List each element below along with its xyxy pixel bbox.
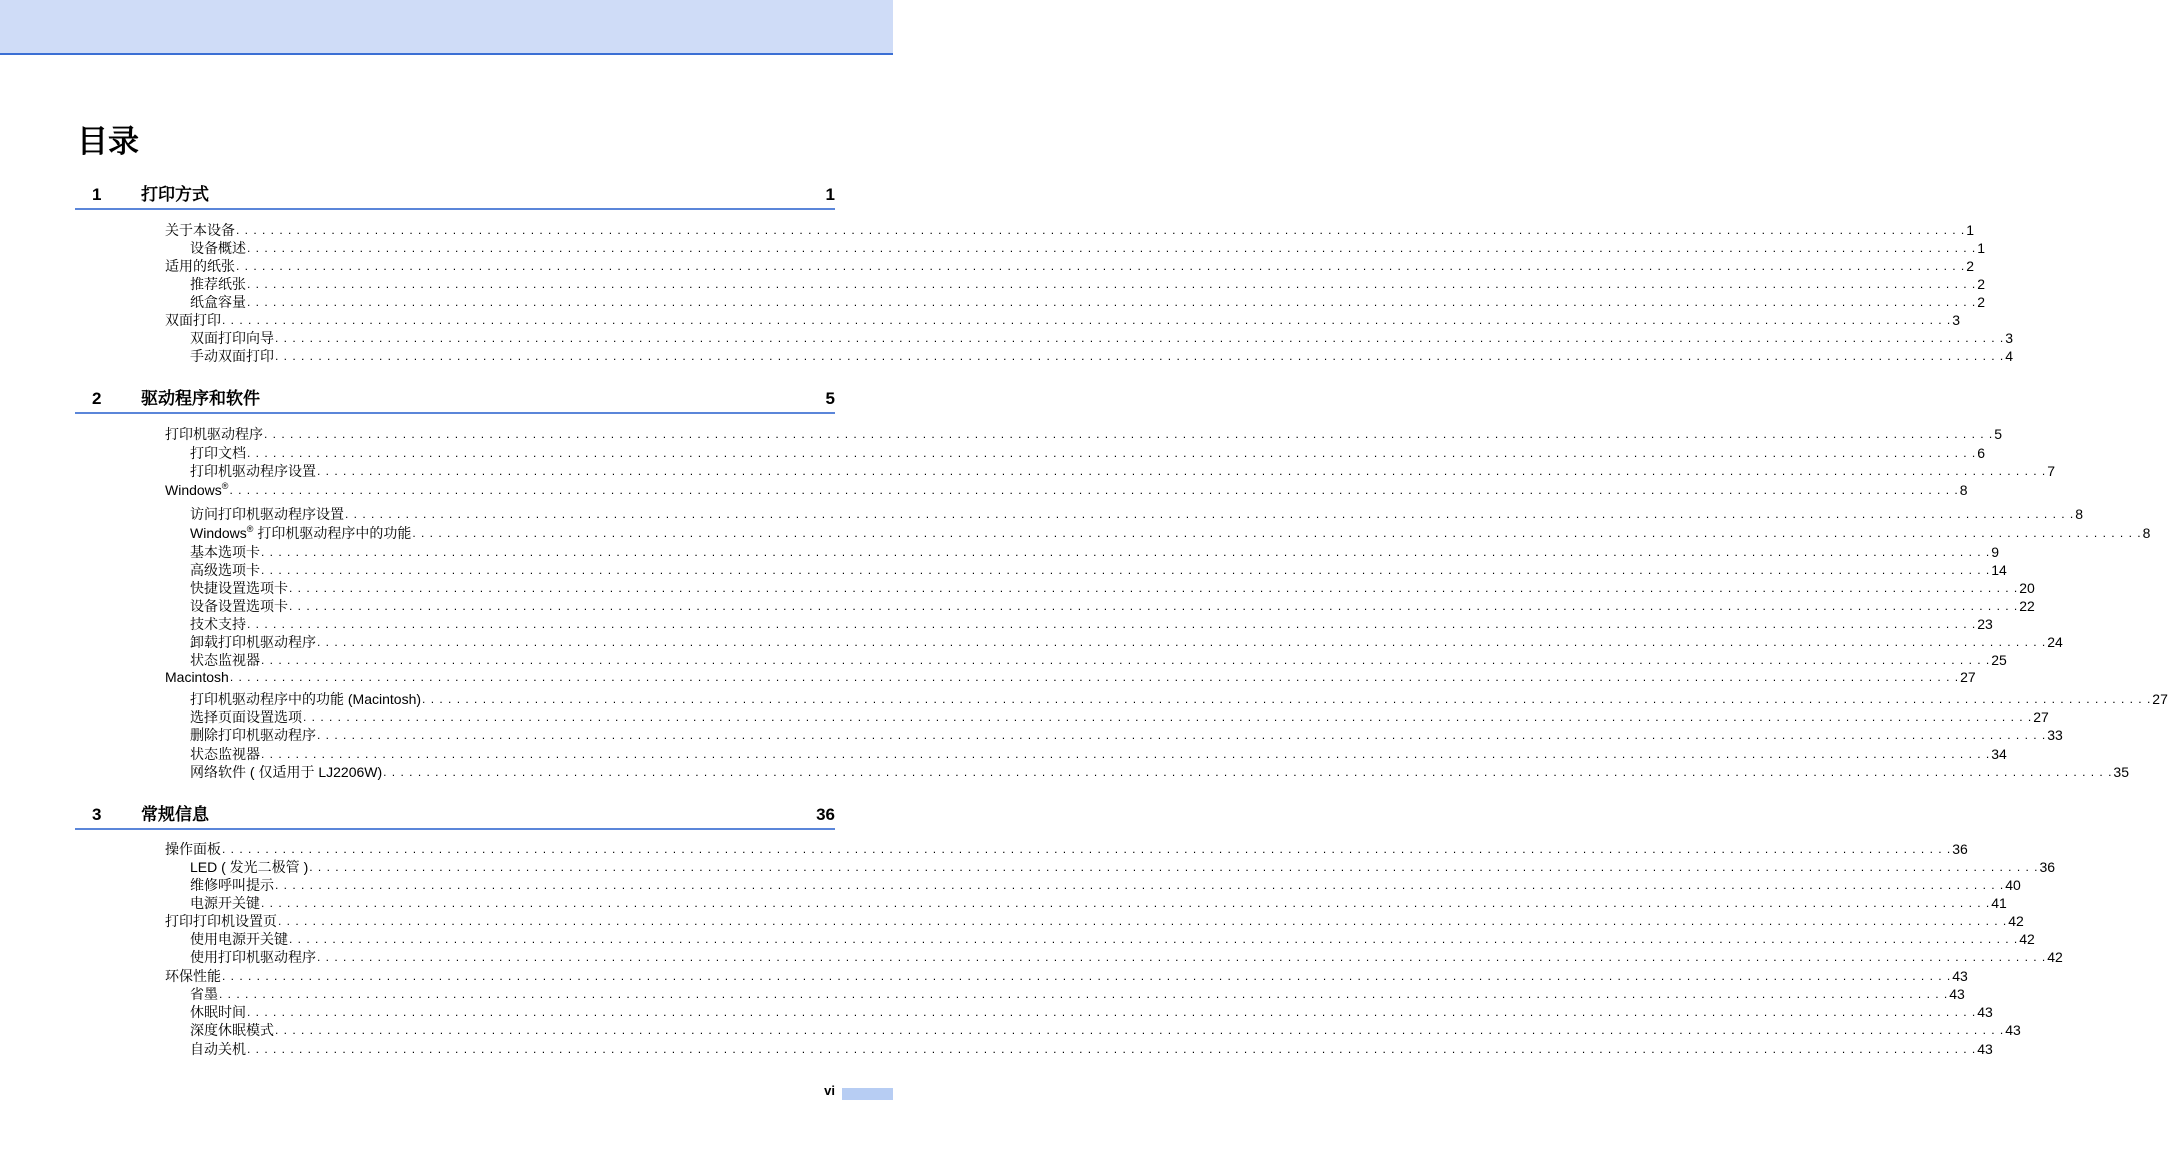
toc-subentry[interactable]: [190, 1040, 1993, 1058]
entry-label-text: 快捷设置选项卡: [190, 580, 288, 596]
dot-leader: . . . . . . . . . . . . . . . . . . . . . . . . . . . . . . . . . . . . . . . . . . . . . . . . . . . . . . . . . . . . . . . . . . . . . . . . . . . . . . . . . . . . . . . . . . . . . . . . . . . . . . . . . . . . . . . . . . . . . . . . . . . . . . . . . . . . . . . . . . . . . . . . . . . . . . . . . . . . . . . . . . . . . . . . . . . . . . . . . . . . . . . . . . . . . . . . . . . . . . . .: [275, 349, 2005, 363]
entry-page-number: 20: [2019, 580, 2035, 596]
toc-subentry[interactable]: [190, 543, 2000, 561]
dot-leader: . . . . . . . . . . . . . . . . . . . . . . . . . . . . . . . . . . . . . . . . . . . . . . . . . . . . . . . . . . . . . . . . . . . . . . . . . . . . . . . . . . . . . . . . . . . . . . . . . . . . . . . . . . . . . . . . . . . . . . . . . . . . . . . . . . . . . . . . . . . . . . . . . . . . . . . . . . . . . . . . . . . . . . . . . . . . . . . . . . . . . . . . . . . . . . . . . . . . . . . .: [275, 331, 2005, 345]
entry-label: [190, 615, 246, 633]
entry-label-text: 打印机驱动程序中的功能 (Macintosh): [190, 691, 422, 707]
entry-page-number: 41: [1991, 895, 2007, 911]
dot-leader: . . . . . . . . . . . . . . . . . . . . . . . . . . . . . . . . . . . . . . . . . . . . . . . . . . . . . . . . . . . . . . . . . . . . . . . . . . . . . . . . . . . . . . . . . . . . . . . . . . . . . . . . . . . . . . . . . . . . . . . . . . . . . . . . . . . . . . . . . . . . . . . . . . . . . . . . . . . . . . . . . . . . . . . . . . . . . . . . . . . . . . . . . . . . . . . . . . . . . . . .: [289, 581, 2019, 595]
entry-label-text: 关于本设备: [165, 222, 235, 238]
entry-page-number: 9: [1991, 544, 2000, 560]
entry-label: [190, 293, 246, 311]
entry-label: [190, 329, 274, 347]
entry-page-number: 3: [1952, 312, 1961, 328]
toc-subentry[interactable]: [190, 561, 2007, 579]
toc-subentry[interactable]: [190, 444, 1986, 462]
chapter-num: 2: [92, 389, 102, 408]
toc-entry[interactable]: [165, 668, 1976, 686]
chapter-title: 打印方式: [141, 185, 209, 204]
toc-subentry[interactable]: [190, 462, 2056, 480]
dot-leader: . . . . . . . . . . . . . . . . . . . . . . . . . . . . . . . . . . . . . . . . . . . . . . . . . . . . . . . . . . . . . . . . . . . . . . . . . . . . . . . . . . . . . . . . . . . . . . . . . . . . . . . . . . . . . . . . . . . . . . . . . . . . . . . . . . . . . . . . . . . . . . . . . . . . . . . . . . . . . . . . . . . . . . . . . . . . . . . . . . . . . . . . . . . . . . . . . . . . . . . .: [236, 223, 1966, 237]
entry-page-number: 27: [2033, 709, 2049, 725]
toc-subentry[interactable]: [190, 275, 1986, 293]
toc-entry[interactable]: [165, 840, 1968, 858]
entry-label: [190, 985, 218, 1003]
entry-label: [190, 543, 260, 561]
entry-page-number: 23: [1977, 616, 1993, 632]
entry-page-number: 6: [1977, 445, 1986, 461]
entry-label: [190, 597, 288, 615]
toc-subentry[interactable]: [190, 347, 2014, 365]
entry-label: [165, 481, 228, 499]
toc-subentry[interactable]: [190, 293, 1986, 311]
entry-label-text: 操作面板: [165, 841, 221, 857]
entry-page-number: 8: [2075, 506, 2084, 522]
toc-subentry[interactable]: [190, 930, 2035, 948]
entry-label: [190, 708, 302, 726]
chapter-num: 1: [92, 185, 102, 204]
entry-label: [165, 668, 229, 686]
entry-label-text: Windows: [165, 482, 222, 498]
entry-label: [190, 561, 260, 579]
entry-label: [190, 239, 246, 257]
dot-leader: . . . . . . . . . . . . . . . . . . . . . . . . . . . . . . . . . . . . . . . . . . . . . . . . . . . . . . . . . . . . . . . . . . . . . . . . . . . . . . . . . . . . . . . . . . . . . . . . . . . . . . . . . . . . . . . . . . . . . . . . . . . . . . . . . . . . . . . . . . . . . . . . . . . . . . . . . . . . . . . . . . . . . . . . . . . . . . . . . . . . . . . . . . . . . . . . . . . . . . . .: [247, 241, 1977, 255]
entry-page-number: 42: [2008, 913, 2024, 929]
entry-label-text: 省墨: [190, 986, 218, 1002]
entry-label-text: 使用打印机驱动程序: [190, 949, 316, 965]
entry-label: [165, 840, 221, 858]
entry-page-number: 5: [1994, 426, 2003, 442]
entry-label-text: 电源开关键: [190, 895, 260, 911]
entry-label: [190, 745, 260, 763]
toc-subentry[interactable]: [190, 524, 2151, 542]
entry-label-text: 打印机驱动程序设置: [190, 463, 316, 479]
entry-label: [190, 858, 308, 876]
entry-page-number: 2: [1977, 294, 1986, 310]
entry-label-text: 打印机驱动程序: [165, 426, 263, 442]
toc-subentry[interactable]: [190, 763, 2129, 781]
entry-page-number: 8: [2142, 525, 2151, 541]
entry-label-text: 纸盒容量: [190, 294, 246, 310]
entry-page-number: 22: [2019, 598, 2035, 614]
dot-leader: . . . . . . . . . . . . . . . . . . . . . . . . . . . . . . . . . . . . . . . . . . . . . . . . . . . . . . . . . . . . . . . . . . . . . . . . . . . . . . . . . . . . . . . . . . . . . . . . . . . . . . . . . . . . . . . . . . . . . . . . . . . . . . . . . . . . . . . . . . . . . . . . . . . . . . . . . . . . . . . . . . . . . . . . . . . . . . . . . . . . . . . . . . . . . . . . . . . . . . . .: [219, 987, 1949, 1001]
entry-page-number: 4: [2005, 348, 2014, 364]
chapter-page: 1: [825, 185, 835, 204]
chapter-heading[interactable]: [75, 390, 835, 414]
chapter-page: 36: [816, 805, 835, 824]
entry-page-number: 2: [1966, 258, 1975, 274]
entry-label: [190, 1003, 246, 1021]
entry-label-text: Macintosh: [165, 669, 229, 685]
entry-label-text: 使用电源开关键: [190, 931, 288, 947]
chapter-page: 5: [825, 389, 835, 408]
entry-page-number: 34: [1991, 746, 2007, 762]
toc-subentry[interactable]: [190, 948, 2063, 966]
entry-page-number: 27: [2152, 691, 2168, 707]
entry-label-text: 状态监视器: [190, 652, 260, 668]
entry-page-number: 42: [2019, 931, 2035, 947]
dot-leader: . . . . . . . . . . . . . . . . . . . . . . . . . . . . . . . . . . . . . . . . . . . . . . . . . . . . . . . . . . . . . . . . . . . . . . . . . . . . . . . . . . . . . . . . . . . . . . . . . . . . . . . . . . . . . . . . . . . . . . . . . . . . . . . . . . . . . . . . . . . . . . . . . . . . . . . . . . . . . . . . . . . . . . . . . . . . . . . . . . . . . . . . . . . . . . . . . . . . . . . .: [317, 728, 2047, 742]
entry-page-number: 36: [1952, 841, 1968, 857]
entry-label-text: 休眠时间: [190, 1004, 246, 1020]
toc-entry[interactable]: [165, 481, 1968, 499]
toc-subentry[interactable]: [190, 745, 2007, 763]
entry-label-text: 设备设置选项卡: [190, 598, 288, 614]
chapter-title: 驱动程序和软件: [141, 389, 260, 408]
entry-label-text: 双面打印向导: [190, 330, 274, 346]
dot-leader: . . . . . . . . . . . . . . . . . . . . . . . . . . . . . . . . . . . . . . . . . . . . . . . . . . . . . . . . . . . . . . . . . . . . . . . . . . . . . . . . . . . . . . . . . . . . . . . . . . . . . . . . . . . . . . . . . . . . . . . . . . . . . . . . . . . . . . . . . . . . . . . . . . . . . . . . . . . . . . . . . . . . . . . . . . . . . . . . . . . . . . . . . . . . . . . . . . . . . . . .: [261, 653, 1991, 667]
entry-label: [190, 876, 274, 894]
toc-entry[interactable]: [165, 912, 2024, 930]
page-header-band: [0, 0, 893, 55]
entry-label: [190, 763, 382, 781]
chapter-heading[interactable]: [75, 806, 835, 830]
entry-label: [165, 221, 235, 239]
dot-leader: . . . . . . . . . . . . . . . . . . . . . . . . . . . . . . . . . . . . . . . . . . . . . . . . . . . . . . . . . . . . . . . . . . . . . . . . . . . . . . . . . . . . . . . . . . . . . . . . . . . . . . . . . . . . . . . . . . . . . . . . . . . . . . . . . . . . . . . . . . . . . . . . . . . . . . . . . . . . . . . . . . . . . . . . . . . . . . . . . . . . . . . . . . . . . . . . . . . . . . . .: [264, 427, 1994, 441]
entry-label-text: 深度休眠模式: [190, 1022, 274, 1038]
entry-label: [190, 275, 246, 293]
entry-page-number: 43: [1949, 986, 1965, 1002]
entry-page-number: 43: [1977, 1041, 1993, 1057]
entry-label: [190, 524, 411, 542]
entry-label: [190, 347, 274, 365]
entry-page-number: 1: [1977, 240, 1986, 256]
entry-page-number: 1: [1966, 222, 1975, 238]
entry-label: [190, 505, 344, 523]
entry-label-text: 打印文档: [190, 445, 246, 461]
entry-page-number: 42: [2047, 949, 2063, 965]
entry-label: [190, 633, 316, 651]
toc-subentry[interactable]: [190, 597, 2035, 615]
dot-leader: . . . . . . . . . . . . . . . . . . . . . . . . . . . . . . . . . . . . . . . . . . . . . . . . . . . . . . . . . . . . . . . . . . . . . . . . . . . . . . . . . . . . . . . . . . . . . . . . . . . . . . . . . . . . . . . . . . . . . . . . . . . . . . . . . . . . . . . . . . . . . . . . . . . . . . . . . . . . . . . . . . . . . . . . . . . . . . . . . . . . . . . . . . . . . . . . . . . . . . . .: [247, 295, 1977, 309]
toc-subentry[interactable]: [190, 690, 2168, 708]
entry-page-number: 7: [2047, 463, 2056, 479]
footer-tab: [842, 1088, 893, 1100]
toc-subentry[interactable]: [190, 726, 2063, 744]
entry-label-text: 状态监视器: [190, 746, 260, 762]
toc-subentry[interactable]: [190, 985, 1965, 1003]
entry-label-text: 适用的纸张: [165, 258, 235, 274]
entry-label: [190, 444, 246, 462]
registered-mark: ®: [221, 481, 229, 491]
entry-label-text: 自动关机: [190, 1041, 246, 1057]
entry-label-text: 环保性能: [165, 968, 221, 984]
dot-leader: . . . . . . . . . . . . . . . . . . . . . . . . . . . . . . . . . . . . . . . . . . . . . . . . . . . . . . . . . . . . . . . . . . . . . . . . . . . . . . . . . . . . . . . . . . . . . . . . . . . . . . . . . . . . . . . . . . . . . . . . . . . . . . . . . . . . . . . . . . . . . . . . . . . . . . . . . . . . . . . . . . . . . . . . . . . . . . . . . . . . . . . . . . . . . . . . . . . . . . . .: [317, 635, 2047, 649]
dot-leader: . . . . . . . . . . . . . . . . . . . . . . . . . . . . . . . . . . . . . . . . . . . . . . . . . . . . . . . . . . . . . . . . . . . . . . . . . . . . . . . . . . . . . . . . . . . . . . . . . . . . . . . . . . . . . . . . . . . . . . . . . . . . . . . . . . . . . . . . . . . . . . . . . . . . . . . . . . . . . . . . . . . . . . . . . . . . . . . . . . . . . . . . . . . . . . . . . . . . . . . .: [275, 1023, 2005, 1037]
entry-label-text: 打印打印机设置页: [165, 913, 277, 929]
page-title: 目录: [77, 124, 139, 159]
toc-entry[interactable]: [165, 257, 1975, 275]
registered-mark: ®: [246, 524, 254, 534]
toc-subentry[interactable]: [190, 876, 2021, 894]
dot-leader: . . . . . . . . . . . . . . . . . . . . . . . . . . . . . . . . . . . . . . . . . . . . . . . . . . . . . . . . . . . . . . . . . . . . . . . . . . . . . . . . . . . . . . . . . . . . . . . . . . . . . . . . . . . . . . . . . . . . . . . . . . . . . . . . . . . . . . . . . . . . . . . . . . . . . . . . . . . . . . . . . . . . . . . . . . . . . . . . . . . . . . . . . . . . . . . . . . . . . . . .: [289, 932, 2019, 946]
dot-leader: . . . . . . . . . . . . . . . . . . . . . . . . . . . . . . . . . . . . . . . . . . . . . . . . . . . . . . . . . . . . . . . . . . . . . . . . . . . . . . . . . . . . . . . . . . . . . . . . . . . . . . . . . . . . . . . . . . . . . . . . . . . . . . . . . . . . . . . . . . . . . . . . . . . . . . . . . . . . . . . . . . . . . . . . . . . . . . . . . . . . . . . . . . . . . . . . . . . . . . . .: [261, 563, 1991, 577]
entry-label: [190, 579, 288, 597]
entry-label-text: Windows: [190, 525, 247, 541]
entry-label-text: 高级选项卡: [190, 562, 260, 578]
entry-label: [165, 425, 263, 443]
entry-page-number: 25: [1991, 652, 2007, 668]
dot-leader: . . . . . . . . . . . . . . . . . . . . . . . . . . . . . . . . . . . . . . . . . . . . . . . . . . . . . . . . . . . . . . . . . . . . . . . . . . . . . . . . . . . . . . . . . . . . . . . . . . . . . . . . . . . . . . . . . . . . . . . . . . . . . . . . . . . . . . . . . . . . . . . . . . . . . . . . . . . . . . . . . . . . . . . . . . . . . . . . . . . . . . . . . . . . . . . . . . . . . . . .: [247, 277, 1977, 291]
dot-leader: . . . . . . . . . . . . . . . . . . . . . . . . . . . . . . . . . . . . . . . . . . . . . . . . . . . . . . . . . . . . . . . . . . . . . . . . . . . . . . . . . . . . . . . . . . . . . . . . . . . . . . . . . . . . . . . . . . . . . . . . . . . . . . . . . . . . . . . . . . . . . . . . . . . . . . . . . . . . . . . . . . . . . . . . . . . . . . . . . . . . . . . . . . . . . . . . . . . . . . . .: [222, 842, 1952, 856]
entry-label-text: 删除打印机驱动程序: [190, 727, 316, 743]
toc-subentry[interactable]: [190, 239, 1986, 257]
dot-leader: . . . . . . . . . . . . . . . . . . . . . . . . . . . . . . . . . . . . . . . . . . . . . . . . . . . . . . . . . . . . . . . . . . . . . . . . . . . . . . . . . . . . . . . . . . . . . . . . . . . . . . . . . . . . . . . . . . . . . . . . . . . . . . . . . . . . . . . . . . . . . . . . . . . . . . . . . . . . . . . . . . . . . . . . . . . . . . . . . . . . . . . . . . . . . . . . . . . . . . . .: [261, 896, 1991, 910]
dot-leader: . . . . . . . . . . . . . . . . . . . . . . . . . . . . . . . . . . . . . . . . . . . . . . . . . . . . . . . . . . . . . . . . . . . . . . . . . . . . . . . . . . . . . . . . . . . . . . . . . . . . . . . . . . . . . . . . . . . . . . . . . . . . . . . . . . . . . . . . . . . . . . . . . . . . . . . . . . . . . . . . . . . . . . . . . . . . . . . . . . . . . . . . . . . . . . . . . . . . . . . .: [278, 914, 2008, 928]
dot-leader: . . . . . . . . . . . . . . . . . . . . . . . . . . . . . . . . . . . . . . . . . . . . . . . . . . . . . . . . . . . . . . . . . . . . . . . . . . . . . . . . . . . . . . . . . . . . . . . . . . . . . . . . . . . . . . . . . . . . . . . . . . . . . . . . . . . . . . . . . . . . . . . . . . . . . . . . . . . . . . . . . . . . . . . . . . . . . . . . . . . . . . . . . . . . . . . . . . . . . . . .: [275, 878, 2005, 892]
toc-entry[interactable]: [165, 967, 1968, 985]
dot-leader: . . . . . . . . . . . . . . . . . . . . . . . . . . . . . . . . . . . . . . . . . . . . . . . . . . . . . . . . . . . . . . . . . . . . . . . . . . . . . . . . . . . . . . . . . . . . . . . . . . . . . . . . . . . . . . . . . . . . . . . . . . . . . . . . . . . . . . . . . . . . . . . . . . . . . . . . . . . . . . . . . . . . . . . . . . . . . . . . . . . . . . . . . . . . . . . . . . . . . . . .: [422, 692, 2152, 706]
dot-leader: . . . . . . . . . . . . . . . . . . . . . . . . . . . . . . . . . . . . . . . . . . . . . . . . . . . . . . . . . . . . . . . . . . . . . . . . . . . . . . . . . . . . . . . . . . . . . . . . . . . . . . . . . . . . . . . . . . . . . . . . . . . . . . . . . . . . . . . . . . . . . . . . . . . . . . . . . . . . . . . . . . . . . . . . . . . . . . . . . . . . . . . . . . . . . . . . . . . . . . . .: [412, 526, 2142, 540]
dot-leader: . . . . . . . . . . . . . . . . . . . . . . . . . . . . . . . . . . . . . . . . . . . . . . . . . . . . . . . . . . . . . . . . . . . . . . . . . . . . . . . . . . . . . . . . . . . . . . . . . . . . . . . . . . . . . . . . . . . . . . . . . . . . . . . . . . . . . . . . . . . . . . . . . . . . . . . . . . . . . . . . . . . . . . . . . . . . . . . . . . . . . . . . . . . . . . . . . . . . . . . .: [261, 545, 1991, 559]
entry-page-number: 2: [1977, 276, 1986, 292]
entry-label-text: 推荐纸张: [190, 276, 246, 292]
dot-leader: . . . . . . . . . . . . . . . . . . . . . . . . . . . . . . . . . . . . . . . . . . . . . . . . . . . . . . . . . . . . . . . . . . . . . . . . . . . . . . . . . . . . . . . . . . . . . . . . . . . . . . . . . . . . . . . . . . . . . . . . . . . . . . . . . . . . . . . . . . . . . . . . . . . . . . . . . . . . . . . . . . . . . . . . . . . . . . . . . . . . . . . . . . . . . . . . . . . . . . . .: [247, 617, 1977, 631]
page-number: vi: [824, 1083, 835, 1098]
toc-subentry[interactable]: [190, 858, 2056, 876]
entry-page-number: 27: [1960, 669, 1976, 685]
entry-page-number: 43: [2005, 1022, 2021, 1038]
dot-leader: . . . . . . . . . . . . . . . . . . . . . . . . . . . . . . . . . . . . . . . . . . . . . . . . . . . . . . . . . . . . . . . . . . . . . . . . . . . . . . . . . . . . . . . . . . . . . . . . . . . . . . . . . . . . . . . . . . . . . . . . . . . . . . . . . . . . . . . . . . . . . . . . . . . . . . . . . . . . . . . . . . . . . . . . . . . . . . . . . . . . . . . . . . . . . . . . . . . . . . . .: [289, 599, 2019, 613]
toc-subentry[interactable]: [190, 894, 2007, 912]
entry-page-number: 36: [2039, 859, 2056, 875]
dot-leader: . . . . . . . . . . . . . . . . . . . . . . . . . . . . . . . . . . . . . . . . . . . . . . . . . . . . . . . . . . . . . . . . . . . . . . . . . . . . . . . . . . . . . . . . . . . . . . . . . . . . . . . . . . . . . . . . . . . . . . . . . . . . . . . . . . . . . . . . . . . . . . . . . . . . . . . . . . . . . . . . . . . . . . . . . . . . . . . . . . . . . . . . . . . . . . . . . . . . . . . .: [309, 860, 2039, 874]
entry-page-number: 3: [2005, 330, 2014, 346]
chapter-heading[interactable]: [75, 186, 835, 210]
entry-label: [165, 311, 221, 329]
entry-label-text: 手动双面打印: [190, 348, 274, 364]
entry-label: [190, 690, 421, 708]
entry-label: [165, 257, 235, 275]
toc-subentry[interactable]: [190, 633, 2063, 651]
toc-subentry[interactable]: [190, 615, 1993, 633]
toc-entry[interactable]: [165, 221, 1975, 239]
chapter-title: 常规信息: [141, 805, 209, 824]
entry-page-number: 24: [2047, 634, 2063, 650]
entry-label: [190, 726, 316, 744]
dot-leader: . . . . . . . . . . . . . . . . . . . . . . . . . . . . . . . . . . . . . . . . . . . . . . . . . . . . . . . . . . . . . . . . . . . . . . . . . . . . . . . . . . . . . . . . . . . . . . . . . . . . . . . . . . . . . . . . . . . . . . . . . . . . . . . . . . . . . . . . . . . . . . . . . . . . . . . . . . . . . . . . . . . . . . . . . . . . . . . . . . . . . . . . . . . . . . . . . . . . . . . .: [383, 765, 2113, 779]
entry-page-number: 43: [1977, 1004, 1993, 1020]
entry-label: [190, 651, 260, 669]
entry-label-text: 基本选项卡: [190, 544, 260, 560]
toc-subentry[interactable]: [190, 1021, 2021, 1039]
entry-page-number: 43: [1952, 968, 1968, 984]
dot-leader: . . . . . . . . . . . . . . . . . . . . . . . . . . . . . . . . . . . . . . . . . . . . . . . . . . . . . . . . . . . . . . . . . . . . . . . . . . . . . . . . . . . . . . . . . . . . . . . . . . . . . . . . . . . . . . . . . . . . . . . . . . . . . . . . . . . . . . . . . . . . . . . . . . . . . . . . . . . . . . . . . . . . . . . . . . . . . . . . . . . . . . . . . . . . . . . . . . . . . . . .: [247, 1042, 1977, 1056]
entry-page-number: 8: [1959, 482, 1968, 498]
entry-label: [190, 930, 288, 948]
toc-subentry[interactable]: [190, 505, 2084, 523]
toc-subentry[interactable]: [190, 651, 2007, 669]
entry-label: [190, 462, 316, 480]
entry-label: [190, 1040, 246, 1058]
toc-subentry[interactable]: [190, 329, 2014, 347]
entry-label: [165, 967, 221, 985]
dot-leader: . . . . . . . . . . . . . . . . . . . . . . . . . . . . . . . . . . . . . . . . . . . . . . . . . . . . . . . . . . . . . . . . . . . . . . . . . . . . . . . . . . . . . . . . . . . . . . . . . . . . . . . . . . . . . . . . . . . . . . . . . . . . . . . . . . . . . . . . . . . . . . . . . . . . . . . . . . . . . . . . . . . . . . . . . . . . . . . . . . . . . . . . . . . . . . . . . . . . . . . .: [303, 710, 2033, 724]
dot-leader: . . . . . . . . . . . . . . . . . . . . . . . . . . . . . . . . . . . . . . . . . . . . . . . . . . . . . . . . . . . . . . . . . . . . . . . . . . . . . . . . . . . . . . . . . . . . . . . . . . . . . . . . . . . . . . . . . . . . . . . . . . . . . . . . . . . . . . . . . . . . . . . . . . . . . . . . . . . . . . . . . . . . . . . . . . . . . . . . . . . . . . . . . . . . . . . . . . . . . . . .: [236, 259, 1966, 273]
dot-leader: . . . . . . . . . . . . . . . . . . . . . . . . . . . . . . . . . . . . . . . . . . . . . . . . . . . . . . . . . . . . . . . . . . . . . . . . . . . . . . . . . . . . . . . . . . . . . . . . . . . . . . . . . . . . . . . . . . . . . . . . . . . . . . . . . . . . . . . . . . . . . . . . . . . . . . . . . . . . . . . . . . . . . . . . . . . . . . . . . . . . . . . . . . . . . . . . . . . . . . . .: [247, 1005, 1977, 1019]
entry-label-text: 设备概述: [190, 240, 246, 256]
toc-entry[interactable]: [165, 311, 1961, 329]
chapter-num: 3: [92, 805, 102, 824]
dot-leader: . . . . . . . . . . . . . . . . . . . . . . . . . . . . . . . . . . . . . . . . . . . . . . . . . . . . . . . . . . . . . . . . . . . . . . . . . . . . . . . . . . . . . . . . . . . . . . . . . . . . . . . . . . . . . . . . . . . . . . . . . . . . . . . . . . . . . . . . . . . . . . . . . . . . . . . . . . . . . . . . . . . . . . . . . . . . . . . . . . . . . . . . . . . . . . . . . . . . . . . .: [261, 747, 1991, 761]
dot-leader: . . . . . . . . . . . . . . . . . . . . . . . . . . . . . . . . . . . . . . . . . . . . . . . . . . . . . . . . . . . . . . . . . . . . . . . . . . . . . . . . . . . . . . . . . . . . . . . . . . . . . . . . . . . . . . . . . . . . . . . . . . . . . . . . . . . . . . . . . . . . . . . . . . . . . . . . . . . . . . . . . . . . . . . . . . . . . . . . . . . . . . . . . . . . . . . . . . . . . . . .: [317, 950, 2047, 964]
entry-page-number: 35: [2113, 764, 2129, 780]
toc-entry[interactable]: [165, 425, 2003, 443]
toc-subentry[interactable]: [190, 1003, 1993, 1021]
entry-page-number: 33: [2047, 727, 2063, 743]
toc-subentry[interactable]: [190, 579, 2035, 597]
dot-leader: . . . . . . . . . . . . . . . . . . . . . . . . . . . . . . . . . . . . . . . . . . . . . . . . . . . . . . . . . . . . . . . . . . . . . . . . . . . . . . . . . . . . . . . . . . . . . . . . . . . . . . . . . . . . . . . . . . . . . . . . . . . . . . . . . . . . . . . . . . . . . . . . . . . . . . . . . . . . . . . . . . . . . . . . . . . . . . . . . . . . . . . . . . . . . . . . . . . . . . . .: [222, 313, 1952, 327]
dot-leader: . . . . . . . . . . . . . . . . . . . . . . . . . . . . . . . . . . . . . . . . . . . . . . . . . . . . . . . . . . . . . . . . . . . . . . . . . . . . . . . . . . . . . . . . . . . . . . . . . . . . . . . . . . . . . . . . . . . . . . . . . . . . . . . . . . . . . . . . . . . . . . . . . . . . . . . . . . . . . . . . . . . . . . . . . . . . . . . . . . . . . . . . . . . . . . . . . . . . . . . .: [222, 969, 1952, 983]
entry-label-text: 维修呼叫提示: [190, 877, 274, 893]
dot-leader: . . . . . . . . . . . . . . . . . . . . . . . . . . . . . . . . . . . . . . . . . . . . . . . . . . . . . . . . . . . . . . . . . . . . . . . . . . . . . . . . . . . . . . . . . . . . . . . . . . . . . . . . . . . . . . . . . . . . . . . . . . . . . . . . . . . . . . . . . . . . . . . . . . . . . . . . . . . . . . . . . . . . . . . . . . . . . . . . . . . . . . . . . . . . . . . . . . . . . . . .: [247, 446, 1977, 460]
entry-label-suffix: 打印机驱动程序中的功能: [253, 525, 412, 541]
dot-leader: . . . . . . . . . . . . . . . . . . . . . . . . . . . . . . . . . . . . . . . . . . . . . . . . . . . . . . . . . . . . . . . . . . . . . . . . . . . . . . . . . . . . . . . . . . . . . . . . . . . . . . . . . . . . . . . . . . . . . . . . . . . . . . . . . . . . . . . . . . . . . . . . . . . . . . . . . . . . . . . . . . . . . . . . . . . . . . . . . . . . . . . . . . . . . . . . . . . . . . . .: [229, 483, 1959, 497]
entry-label-text: LED ( 发光二极管 ): [190, 859, 309, 875]
entry-label: [190, 1021, 274, 1039]
toc-subentry[interactable]: [190, 708, 2049, 726]
entry-label: [165, 912, 277, 930]
dot-leader: . . . . . . . . . . . . . . . . . . . . . . . . . . . . . . . . . . . . . . . . . . . . . . . . . . . . . . . . . . . . . . . . . . . . . . . . . . . . . . . . . . . . . . . . . . . . . . . . . . . . . . . . . . . . . . . . . . . . . . . . . . . . . . . . . . . . . . . . . . . . . . . . . . . . . . . . . . . . . . . . . . . . . . . . . . . . . . . . . . . . . . . . . . . . . . . . . . . . . . . .: [345, 507, 2075, 521]
entry-label-text: 卸载打印机驱动程序: [190, 634, 316, 650]
entry-label: [190, 948, 316, 966]
entry-page-number: 14: [1991, 562, 2007, 578]
dot-leader: . . . . . . . . . . . . . . . . . . . . . . . . . . . . . . . . . . . . . . . . . . . . . . . . . . . . . . . . . . . . . . . . . . . . . . . . . . . . . . . . . . . . . . . . . . . . . . . . . . . . . . . . . . . . . . . . . . . . . . . . . . . . . . . . . . . . . . . . . . . . . . . . . . . . . . . . . . . . . . . . . . . . . . . . . . . . . . . . . . . . . . . . . . . . . . . . . . . . . . . .: [229, 670, 1960, 684]
entry-label: [190, 894, 260, 912]
dot-leader: . . . . . . . . . . . . . . . . . . . . . . . . . . . . . . . . . . . . . . . . . . . . . . . . . . . . . . . . . . . . . . . . . . . . . . . . . . . . . . . . . . . . . . . . . . . . . . . . . . . . . . . . . . . . . . . . . . . . . . . . . . . . . . . . . . . . . . . . . . . . . . . . . . . . . . . . . . . . . . . . . . . . . . . . . . . . . . . . . . . . . . . . . . . . . . . . . . . . . . . .: [317, 464, 2047, 478]
entry-page-number: 40: [2005, 877, 2021, 893]
entry-label-text: 访问打印机驱动程序设置: [190, 506, 344, 522]
entry-label-text: 网络软件 ( 仅适用于 LJ2206W): [190, 764, 383, 780]
entry-label-text: 技术支持: [190, 616, 246, 632]
entry-label-text: 选择页面设置选项: [190, 709, 302, 725]
entry-label-text: 双面打印: [165, 312, 221, 328]
